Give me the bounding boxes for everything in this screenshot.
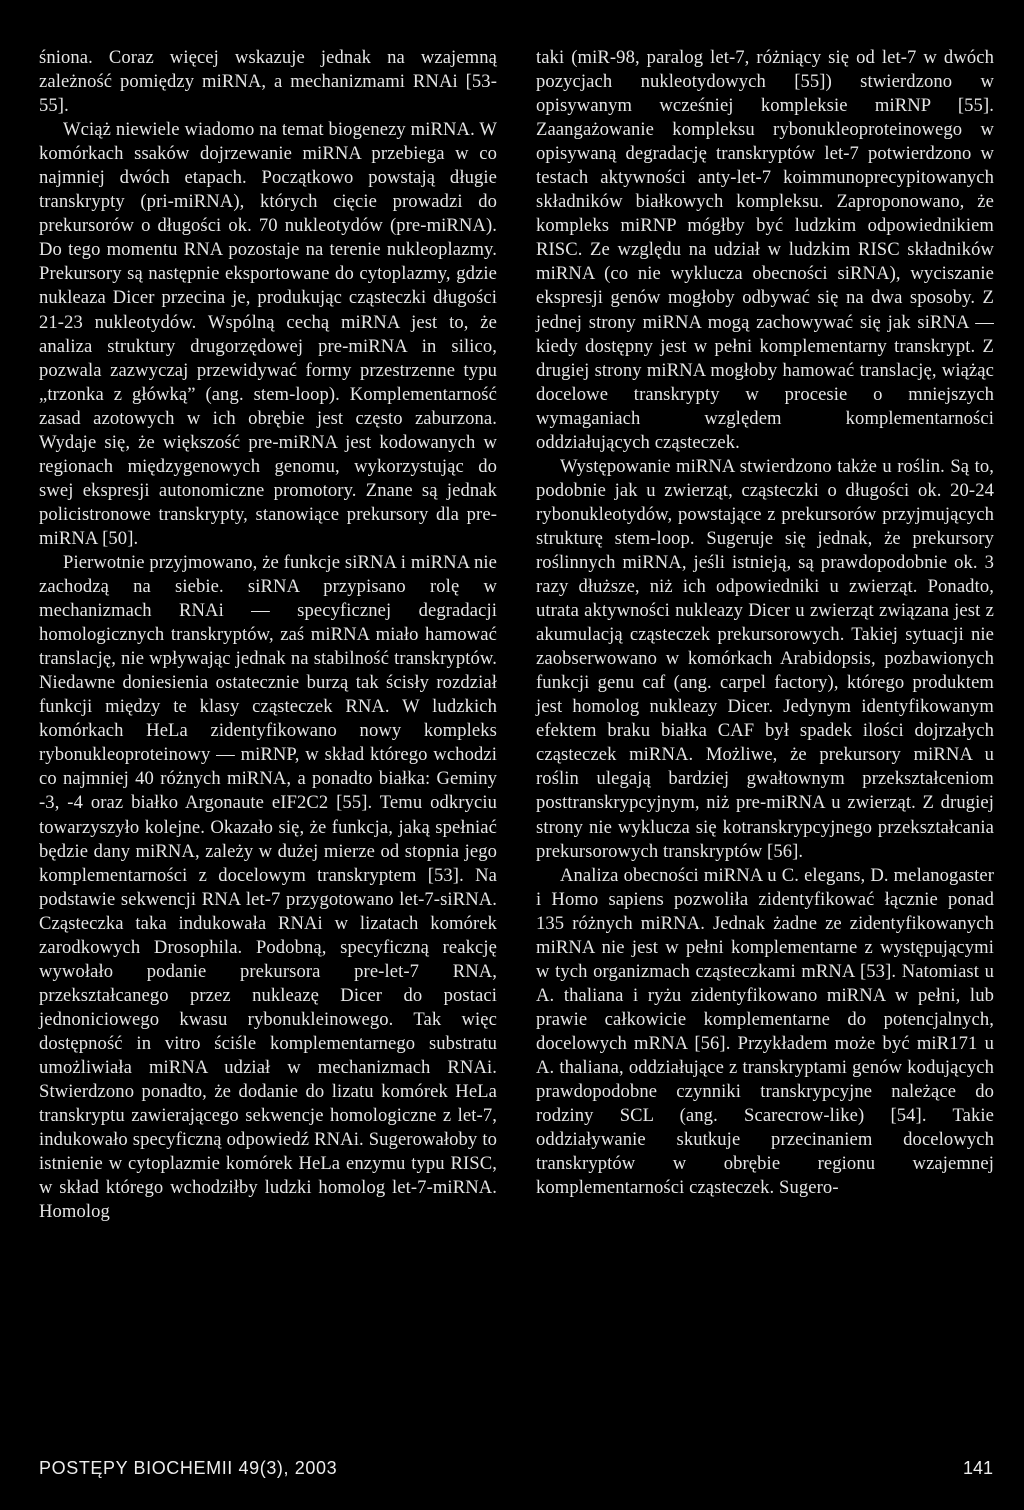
paragraph: Wciąż niewiele wiadomo na temat biogenezy miRNA. W komórkach ssaków dojrzewanie miRNA przebiega w co najmniej dwóch etapach. Początkowo powstają długie transkrypty (pri-miRNA), których cięcie prowadzi do prekursorów o długości ok. 70 nukleotydów (pre-miRNA). Do tego momentu RNA pozostaje na terenie nukleoplazmy. Prekursory są następnie eksportowane do cytoplazmy, gdzie nukleaza Dicer przecina je, produkując cząsteczki długości 21-23 nukleotydów. Wspólną cechą miRNA jest to, że analiza struktury drugorzędowej pre-miRNA in silico, pozwala zazwyczaj przewidywać formy przestrzenne typu „trzonka z główką” (ang. stem-loop). Komplementarność zasad azotowych w ich obrębie jest często zaburzona. Wydaje się, że większość pre-miRNA jest kodowanych w regionach międzygenowych genomu, wykorzystując do swej ekspresji autonomiczne promotory. Znane są jednak policistronowe transkrypty, stanowiące prekursory dla pre-miRNA [50]. <box>39 119 497 549</box>
paragraph: Występowanie miRNA stwierdzono także u roślin. Są to, podobnie jak u zwierząt, cząsteczki o długości ok. 20-24 rybonukleotydów, powstające z prekursorów przyjmujących strukturę stem-loop. Sugeruje się jednak, że prekursory roślinnych miRNA, jeśli istnieją, są prawdopodobnie ok. 3 razy dłuższe, niż ich odpowiedniki u zwierząt. Ponadto, utrata aktywności nukleazy Dicer u zwierząt związana jest z akumulacją cząsteczek prekursorowych. Takiej sytuacji nie zaobserwowano w komórkach Arabidopsis, pozbawionych funkcji genu caf (ang. carpel factory), którego produktem jest homolog nukleazy Dicer. Jedynym identyfikowanym efektem braku białka CAF był spadek ilości dojrzałych cząsteczek miRNA. Możliwe, że prekursory miRNA u roślin ulegają bardziej gwałtownym przekształceniom posttranskrypcyjnym, niż pre-miRNA u zwierząt. Z drugiej strony nie wyklucza się kotranskrypcyjnego przekształcania prekursorowych transkryptów [56]. <box>536 455 994 862</box>
journal-footer: POSTĘPY BIOCHEMII 49(3), 2003 <box>39 1458 338 1478</box>
paragraph: Pierwotnie przyjmowano, że funkcje siRNA i miRNA nie zachodzą na siebie. siRNA przypisano rolę w mechanizmach RNAi — specyficznej degradacji homologicznych transkryptów, zaś miRNA miało hamować translację, nie wpływając jednak na stabilność transkryptów. Niedawne doniesienia ostatecznie burzą tak ścisły rozdział funkcji między te klasy cząsteczek RNA. W ludzkich komórkach HeLa zidentyfikowano nowy kompleks rybonukleoproteinowy — miRNP, w skład którego wchodzi co najmniej 40 różnych miRNA, a ponadto białka: Geminy -3, -4 oraz białko Argonaute eIF2C2 [55]. Temu odkryciu towarzyszyło kolejne. Okazało się, że funkcja, jaką spełniać będzie dany miRNA, zależy w dużej mierze od stopnia jego komplementarności z docelowym transkryptem [53]. Na podstawie sekwencji RNA let-7 przygotowano let-7-siRNA. Cząsteczka taka indukowała RNAi w lizatach komórek zarodkowych Drosophila. Podobną, specyficzną reakcję wywołało podanie prekursora pre-let-7 RNA, przekształcanego przez nukleazę Dicer do postaci jednoniciowego kwasu rybonukleinowego. Tak więc dostępność in vitro ściśle komplementarnego substratu umożliwiała miRNA udział w mechanizmach RNAi. Stwierdzono ponadto, że dodanie do lizatu komórek HeLa transkryptu zawierającego sekwencje homologiczne z let-7, indukowało specyficzną odpowiedź RNAi. Sugerowałoby to istnienie w cytoplazmie komórek HeLa enzymu typu RISC, w skład którego wchodziłby ludzki homolog let-7-miRNA. Homolog <box>39 551 497 1223</box>
paragraph: śniona. Coraz więcej wskazuje jednak na wzajemną zależność pomiędzy miRNA, a mechanizmami RNAi [53-55]. <box>39 47 497 117</box>
paragraph: Analiza obecności miRNA u C. elegans, D. melanogaster i Homo sapiens pozwoliła zidentyfikować łącznie ponad 135 różnych miRNA. Jednak żadne ze zidentyfikowanych miRNA nie jest w pełni komplementarne z występującymi w tych organizmach cząsteczkami mRNA [53]. Natomiast u A. thaliana i ryżu zidentyfikowano miRNA w pełni, lub prawie całkowicie komplementarne do potencjalnych, docelowych mRNA [56]. Przykładem może być miR171 u A. thaliana, oddziałujące z transkryptami genów kodujących prawdopodobne czynniki transkrypcyjne należące do rodziny SCL (ang. Scarecrow-like) [54]. Takie oddziaływanie skutkuje przecinaniem docelowych transkryptów w obrębie regionu wzajemnej komplementarności cząsteczek. Sugero- <box>536 864 994 1199</box>
paragraph: taki (miR-98, paralog let-7, różniący się od let-7 w dwóch pozycjach nukleotydowych [55]) stwierdzono w opisywanym wcześniej kompleksie miRNP [55]. Zaangażowanie kompleksu rybonukleoproteinowego w opisywaną degradację transkryptów let-7 potwierdzono w testach aktywności anty-let-7 koimmunoprecypitowanych składników białkowych kompleksu. Zaproponowano, że kompleks miRNP mógłby być ludzkim odpowiednikiem RISC. Ze względu na udział w ludzkim RISC składników miRNA (co nie wyklucza obecności siRNA), wyciszanie ekspresji genów mogłoby odbywać się na dwa sposoby. Z jednej strony miRNA mogą zachowywać się jak siRNA — kiedy dostępny jest w pełni komplementarny transkrypt. Z drugiej strony miRNA mogłoby hamować translację, wiążąc docelowe transkrypty w procesie o mniejszych wymaganiach względem komplementarności oddziałujących cząsteczek. <box>536 47 994 453</box>
left-text-column <box>39 46 497 1224</box>
right-text-column <box>536 46 994 1200</box>
page-number: 141 <box>962 1458 993 1478</box>
